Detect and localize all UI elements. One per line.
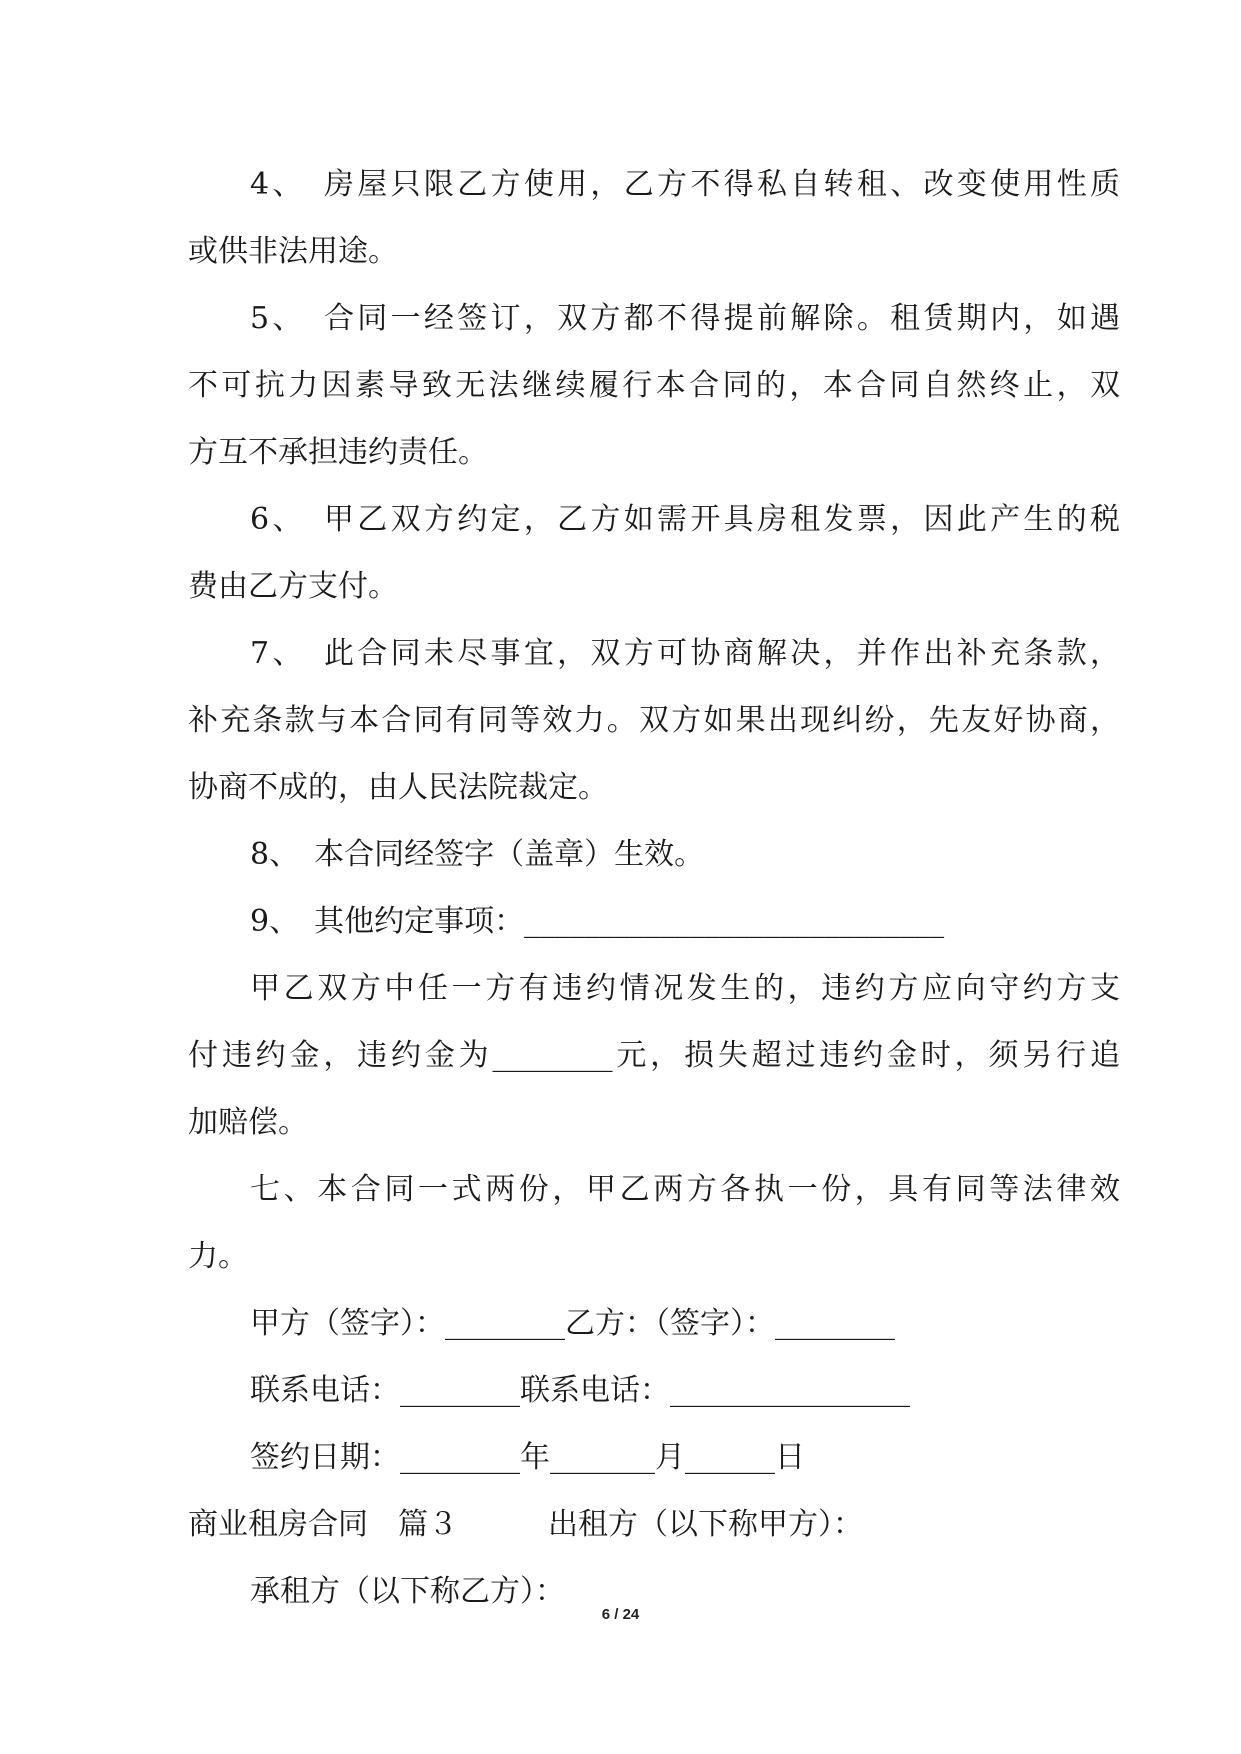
- section-heading-line: 商业租房合同 篇３ 出租方（以下称甲方）：: [188, 1507, 863, 1542]
- signing-date-line: 签约日期：________年_______月______日: [250, 1440, 805, 1475]
- clause-9-line: 9、 其他约定事项：____________________________: [250, 904, 945, 939]
- penalty-line-3: 加赔偿。: [188, 1105, 308, 1140]
- penalty-line-2: 付违约金，违约金为________元，损失超过违约金时，须另行追: [188, 1038, 1120, 1073]
- penalty-line-1: 甲乙双方中任一方有违约情况发生的，违约方应向守约方支: [250, 971, 1120, 1006]
- clause-7-line-1: 7、 此合同未尽事宜，双方可协商解决，并作出补充条款，: [250, 636, 1120, 671]
- clause-seven-line-1: 七、本合同一式两份，甲乙两方各执一份，具有同等法律效: [250, 1172, 1120, 1207]
- clause-seven-line-2: 力。: [188, 1239, 248, 1274]
- clause-4-line-2: 或供非法用途。: [188, 234, 398, 269]
- clause-4-line-1: 4、 房屋只限乙方使用，乙方不得私自转租、改变使用性质: [250, 167, 1120, 202]
- signature-line: 甲方（签字）：________乙方：（签字）：________: [250, 1306, 895, 1341]
- clause-5-line-1: 5、 合同一经签订，双方都不得提前解除。租赁期内，如遇: [250, 301, 1120, 336]
- clause-7-line-2: 补充条款与本合同有同等效力。双方如果出现纠纷，先友好协商，: [188, 703, 1120, 738]
- clause-8-line: 8、 本合同经签字（盖章）生效。: [250, 837, 705, 872]
- page-number: 6 / 24: [601, 1606, 640, 1623]
- phone-line: 联系电话：________联系电话：________________: [250, 1373, 910, 1408]
- clause-7-line-3: 协商不成的，由人民法院裁定。: [188, 770, 608, 805]
- clause-5-line-2: 不可抗力因素导致无法继续履行本合同的，本合同自然终止，双: [188, 368, 1120, 403]
- lessee-line: 承租方（以下称乙方）：: [250, 1574, 565, 1609]
- clause-6-line-1: 6、 甲乙双方约定，乙方如需开具房租发票，因此产生的税: [250, 502, 1120, 537]
- clause-6-line-2: 费由乙方支付。: [188, 569, 398, 604]
- clause-5-line-3: 方互不承担违约责任。: [188, 435, 488, 470]
